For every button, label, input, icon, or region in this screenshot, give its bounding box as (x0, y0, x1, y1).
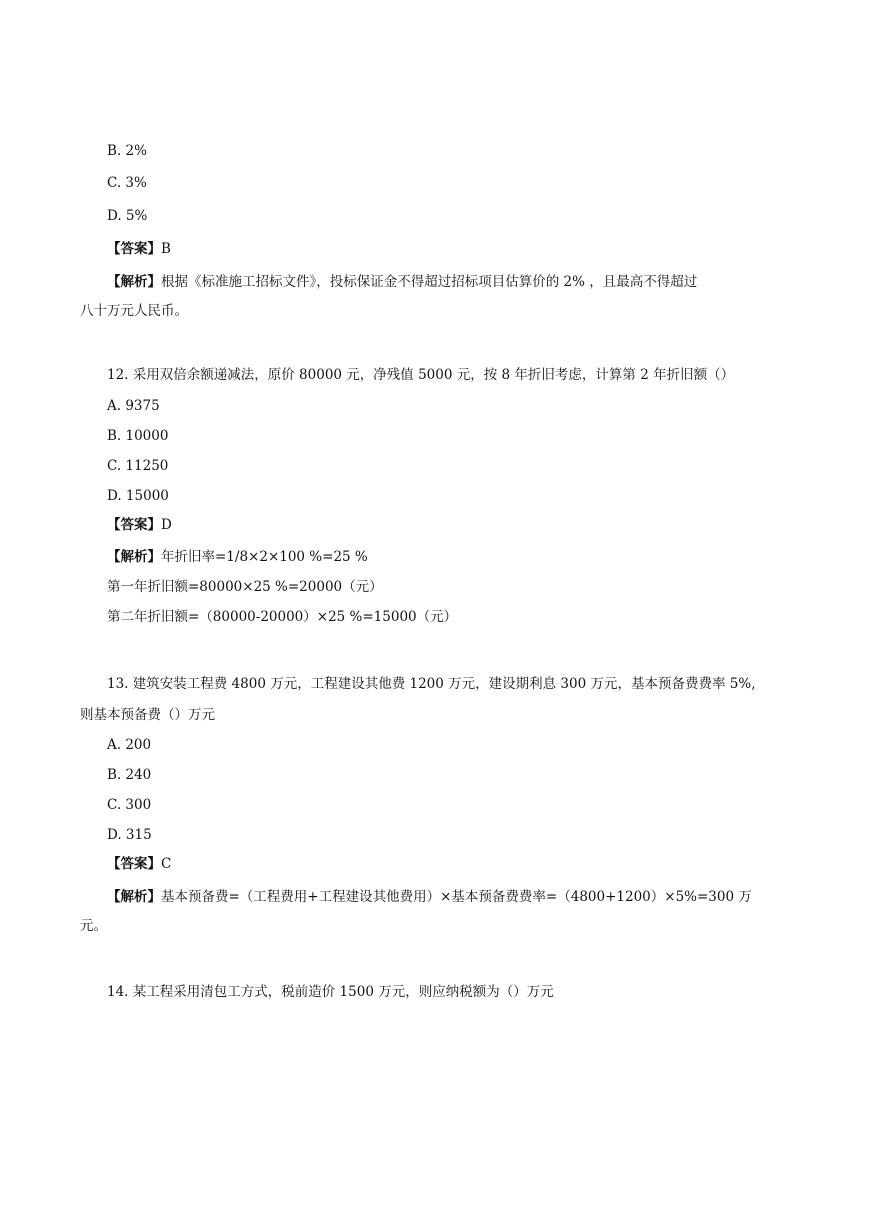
q11-answer-value: B (161, 241, 171, 257)
q13-stem-line2: 则基本预备费（）万元 (80, 707, 215, 723)
q12-option-a: A. 9375 (107, 398, 160, 414)
q11-option-b: B. 2% (107, 143, 147, 159)
q12-analysis-text: 年折旧率=1/8×2×100 %=25 % (161, 549, 368, 565)
q13-option-c: C. 300 (107, 797, 152, 813)
q11-analysis-line1 (107, 273, 697, 291)
q13-option-d: D. 315 (107, 827, 152, 843)
q12-option-b: B. 10000 (107, 428, 169, 444)
q12-stem: 12. 采用双倍余额递减法，原价 80000 元，净残值 5000 元，按 8 年折旧考虑，计算第 2 年折旧额（） (107, 367, 735, 383)
q12-analysis-line3: 第二年折旧额=（80000-20000）×25 %=15000（元） (107, 609, 458, 625)
q12-analysis-line1 (107, 548, 368, 566)
q12-analysis-tag: 【解析】 (107, 549, 161, 565)
q13-analysis-line1 (107, 888, 752, 906)
q12-option-c: C. 11250 (107, 458, 169, 474)
q11-analysis-tag: 【解析】 (107, 274, 161, 290)
q11-analysis-text: 根据《标准施工招标文件》，投标保证金不得超过招标项目估算价的 2% ，且最高不得超过 (161, 274, 698, 290)
q13-option-b: B. 240 (107, 767, 152, 783)
q12-answer-value: D (161, 517, 172, 533)
q11-option-c: C. 3% (107, 175, 147, 191)
q13-analysis-tag: 【解析】 (107, 889, 161, 905)
q12-answer-tag: 【答案】 (107, 517, 161, 533)
q13-analysis-line2: 元。 (80, 918, 107, 934)
q11-option-d: D. 5% (107, 208, 148, 224)
q11-answer (107, 240, 171, 258)
q12-answer (107, 516, 172, 534)
q13-answer-value: C (161, 856, 172, 872)
q12-analysis-line2: 第一年折旧额=80000×25 %=20000（元） (107, 579, 383, 595)
q13-option-a: A. 200 (107, 737, 152, 753)
q13-stem-line1: 13. 建筑安装工程费 4800 万元，工程建设其他费 1200 万元，建设期利息 300 万元，基本预备费费率 5%, (107, 676, 756, 692)
q13-analysis-text: 基本预备费=（工程费用+工程建设其他费用）×基本预备费费率=（4800+1200）×5%=300 万 (161, 889, 752, 905)
q12-option-d: D. 15000 (107, 488, 169, 504)
q13-answer-tag: 【答案】 (107, 856, 161, 872)
q13-answer (107, 855, 171, 873)
q14-stem: 14. 某工程采用清包工方式，税前造价 1500 万元，则应纳税额为（）万元 (107, 984, 554, 1000)
q11-analysis-line2: 八十万元人民币。 (80, 303, 188, 319)
q11-answer-tag: 【答案】 (107, 241, 161, 257)
